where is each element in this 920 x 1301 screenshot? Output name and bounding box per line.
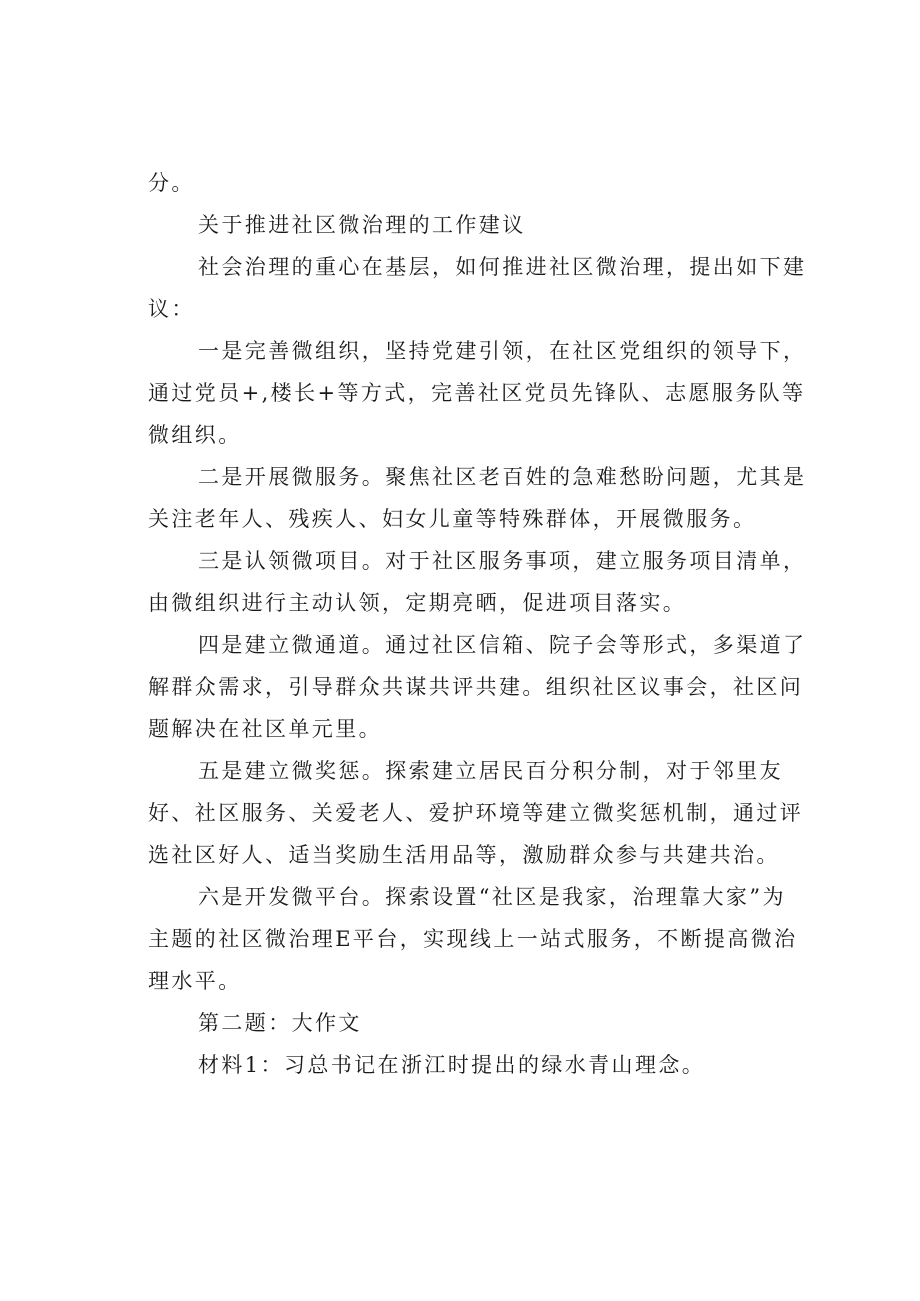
- suggestion-2-paragraph: 二是开展微服务。聚焦社区老百姓的急难愁盼问题，尤其是关注老年人、残疾人、妇女儿童等特殊群体，开展微服务。: [148, 465, 807, 531]
- question-heading: 第二题：大作文: [198, 1011, 362, 1035]
- suggestion-3-paragraph: 三是认领微项目。对于社区服务事项，建立服务项目清单，由微组织进行主动认领，定期亮晒，促进项目落实。: [148, 549, 807, 615]
- paragraph-continuation: 分。: [148, 171, 195, 195]
- document-body: [148, 162, 808, 1086]
- suggestion-6-paragraph: 六是开发微平台。探索设置“社区是我家，治理靠大家”为主题的社区微治理E平台，实现线上一站式服务，不断提高微治理水平。: [148, 885, 798, 993]
- intro-paragraph: 社会治理的重心在基层，如何推进社区微治理，提出如下建议：: [148, 255, 807, 321]
- suggestion-5-paragraph: 五是建立微奖惩。探索建立居民百分积分制，对于邻里友好、社区服务、关爱老人、爱护环境等建立微奖惩机制，通过评选社区好人、适当奖励生活用品等，激励群众参与共建共治。: [148, 759, 804, 867]
- suggestion-4-paragraph: 四是建立微通道。通过社区信箱、院子会等形式，多渠道了解群众需求，引导群众共谋共评共建。组织社区议事会，社区问题解决在社区单元里。: [148, 633, 807, 741]
- section-heading: 关于推进社区微治理的工作建议: [198, 213, 526, 237]
- suggestion-1-paragraph: 一是完善微组织，坚持党建引领，在社区党组织的领导下，通过党员+,楼长+等方式，完善社区党员先锋队、志愿服务队等微组织。: [148, 339, 807, 447]
- material-1-paragraph: 材料1：习总书记在浙江时提出的绿水青山理念。: [198, 1053, 706, 1077]
